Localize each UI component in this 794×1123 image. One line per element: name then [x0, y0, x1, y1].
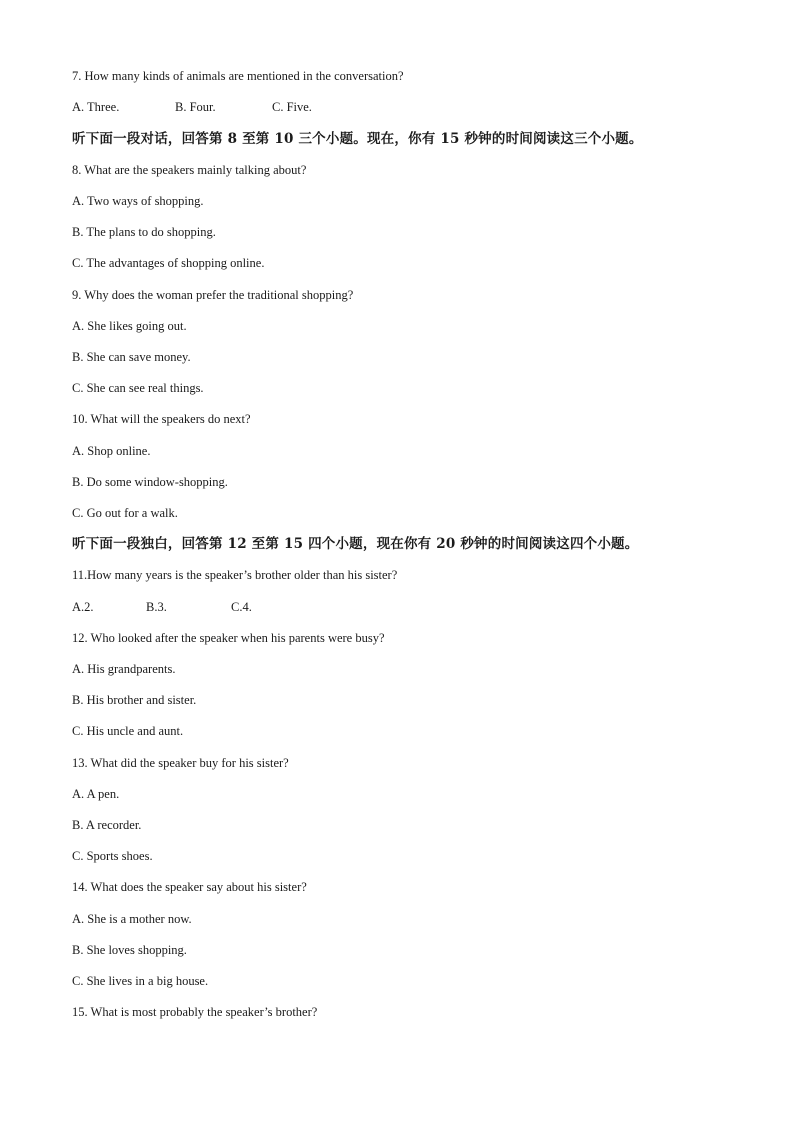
q13-option-c: C. Sports shoes. — [72, 849, 153, 863]
q15-question: 15. What is most probably the speaker’s brother? — [72, 1005, 318, 1019]
q9-option-a: A. She likes going out. — [72, 319, 187, 333]
q10-question: 10. What will the speakers do next? — [72, 412, 251, 426]
q12-option-a: A. His grandparents. — [72, 662, 176, 676]
q13-question: 13. What did the speaker buy for his sister? — [72, 756, 289, 770]
q7-option-a: A. Three. — [72, 100, 120, 114]
q11-question: 11.How many years is the speaker’s brother older than his sister? — [72, 568, 398, 582]
q9-option-c: C. She can see real things. — [72, 381, 204, 395]
q14-question: 14. What does the speaker say about his sister? — [72, 880, 307, 894]
q12-option-c: C. His uncle and aunt. — [72, 724, 184, 738]
q11-option-c: C.4. — [231, 600, 252, 614]
q8-option-c: C. The advantages of shopping online. — [72, 256, 265, 270]
q13-option-b: B. A recorder. — [72, 818, 142, 832]
q12-option-b: B. His brother and sister. — [72, 693, 197, 707]
q14-option-a: A. She is a mother now. — [72, 912, 192, 926]
q9-option-b: B. She can save money. — [72, 350, 191, 364]
q11-option-a: A.2. — [72, 600, 94, 614]
q12-question: 12. Who looked after the speaker when his parents were busy? — [72, 631, 385, 645]
q9-question: 9. Why does the woman prefer the traditional shopping? — [72, 288, 354, 302]
q10-option-a: A. Shop online. — [72, 444, 151, 458]
q14-option-c: C. She lives in a big house. — [72, 974, 209, 988]
section-heading-2: 听下面一段独白，回答第 12 至第 15 四个小题，现在你有 20 秒钟的时间阅读这四个小题。 — [72, 536, 639, 552]
q8-question: 8. What are the speakers mainly talking about? — [72, 163, 307, 177]
q10-option-b: B. Do some window-shopping. — [72, 475, 228, 489]
q11-option-b: B.3. — [146, 600, 167, 614]
q7-option-c: C. Five. — [272, 100, 312, 114]
q14-option-b: B. She loves shopping. — [72, 943, 187, 957]
q7-question: 7. How many kinds of animals are mentioned in the conversation? — [72, 69, 404, 83]
section-heading-1: 听下面一段对话，回答第 8 至第 10 三个小题。现在，你有 15 秒钟的时间阅读这三个小题。 — [72, 131, 643, 147]
q7-option-b: B. Four. — [175, 100, 216, 114]
q13-option-a: A. A pen. — [72, 787, 120, 801]
q10-option-c: C. Go out for a walk. — [72, 506, 178, 520]
q8-option-b: B. The plans to do shopping. — [72, 225, 216, 239]
q8-option-a: A. Two ways of shopping. — [72, 194, 204, 208]
